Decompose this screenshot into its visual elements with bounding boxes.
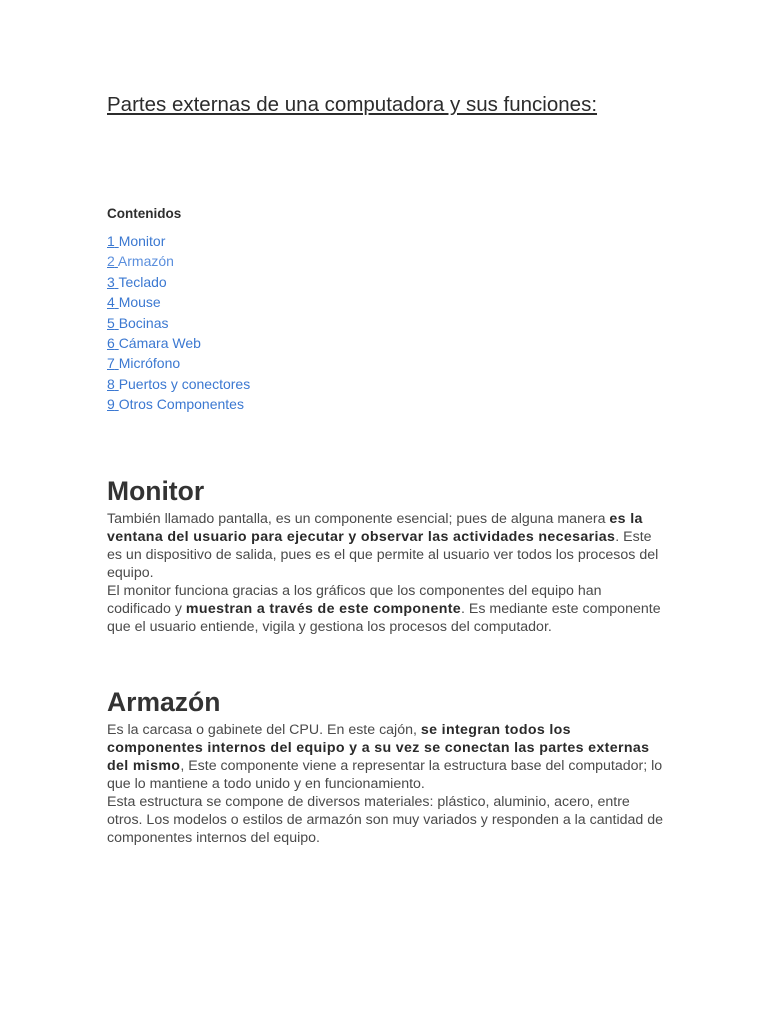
toc-link-microfono[interactable]: [107, 353, 250, 373]
section-heading-monitor: Monitor: [107, 476, 205, 506]
paragraph: [107, 721, 667, 793]
paragraph: [107, 510, 667, 582]
toc-label: Monitor: [118, 233, 166, 249]
toc-label: Teclado: [118, 273, 167, 290]
bold-text: es la ventana del usuario para ejecutar y observar las actividades necesarias: [107, 511, 643, 545]
toc-label: Micrófono: [118, 355, 181, 372]
text-run: El monitor funciona gracias a los gráficos que los componentes del equipo han codificado y: [107, 583, 602, 617]
toc-link-teclado[interactable]: [107, 272, 250, 292]
toc-link-bocinas[interactable]: [107, 313, 250, 333]
toc-number: 3: [107, 273, 115, 290]
text-run: También llamado pantalla, es un componente esencial; pues de alguna manera: [107, 511, 610, 527]
toc-label: Puertos y conectores: [118, 375, 251, 392]
toc-label: Mouse: [118, 294, 161, 311]
paragraph: Esta estructura se compone de diversos materiales: plástico, aluminio, acero, entre otros. Los modelos o estilos de armazón son muy variados y responden a la cantidad de componentes internos del equipo.: [107, 794, 663, 846]
section-body-monitor: [107, 510, 667, 636]
section-body-armazon: [107, 721, 667, 847]
toc-number: 8: [107, 375, 115, 392]
toc-number: 5: [107, 314, 115, 331]
toc-link-camara-web[interactable]: [107, 333, 250, 353]
text-run: . Este es un dispositivo de salida, pues es el que permite al usuario ver todos los procesos del equipo.: [107, 529, 659, 581]
bold-text: muestran a través de este componente: [185, 601, 462, 617]
toc-label: Cámara Web: [118, 334, 201, 351]
table-of-contents: [107, 231, 250, 415]
document-title: Partes externas de una computadora y sus funciones:: [107, 93, 598, 116]
text-run: . Es mediante este componente que el usuario entiende, vigila y gestiona los procesos del computador.: [107, 601, 661, 635]
toc-number: 7: [107, 355, 115, 372]
toc-number: 1: [107, 233, 115, 249]
toc-link-otros-componentes[interactable]: [107, 394, 250, 414]
toc-label: Bocinas: [118, 314, 169, 331]
toc-number: 4: [107, 294, 115, 311]
toc-number: 6: [107, 334, 115, 351]
text-run: , Este componente viene a representar la estructura base del computador; lo que lo mantiene a todo unido y en funcionamiento.: [107, 758, 663, 792]
bold-text: se integran todos los componentes internos del equipo y a su vez se conectan las partes externas del mismo: [107, 722, 650, 774]
toc-link-monitor[interactable]: [107, 231, 250, 251]
section-heading-armazon: Armazón: [107, 687, 221, 717]
toc-number: 9: [107, 396, 115, 413]
toc-label: Armazón: [117, 253, 174, 270]
toc-number: 2: [107, 253, 115, 270]
toc-link-armazon[interactable]: [107, 251, 250, 271]
text-run: Es la carcasa o gabinete del CPU. En este cajón,: [107, 722, 421, 738]
toc-heading: Contenidos: [107, 206, 182, 221]
toc-label: Otros Componentes: [118, 396, 244, 413]
toc-link-puertos-y-conectores[interactable]: [107, 374, 250, 394]
paragraph: [107, 582, 667, 636]
toc-link-mouse[interactable]: [107, 292, 250, 312]
